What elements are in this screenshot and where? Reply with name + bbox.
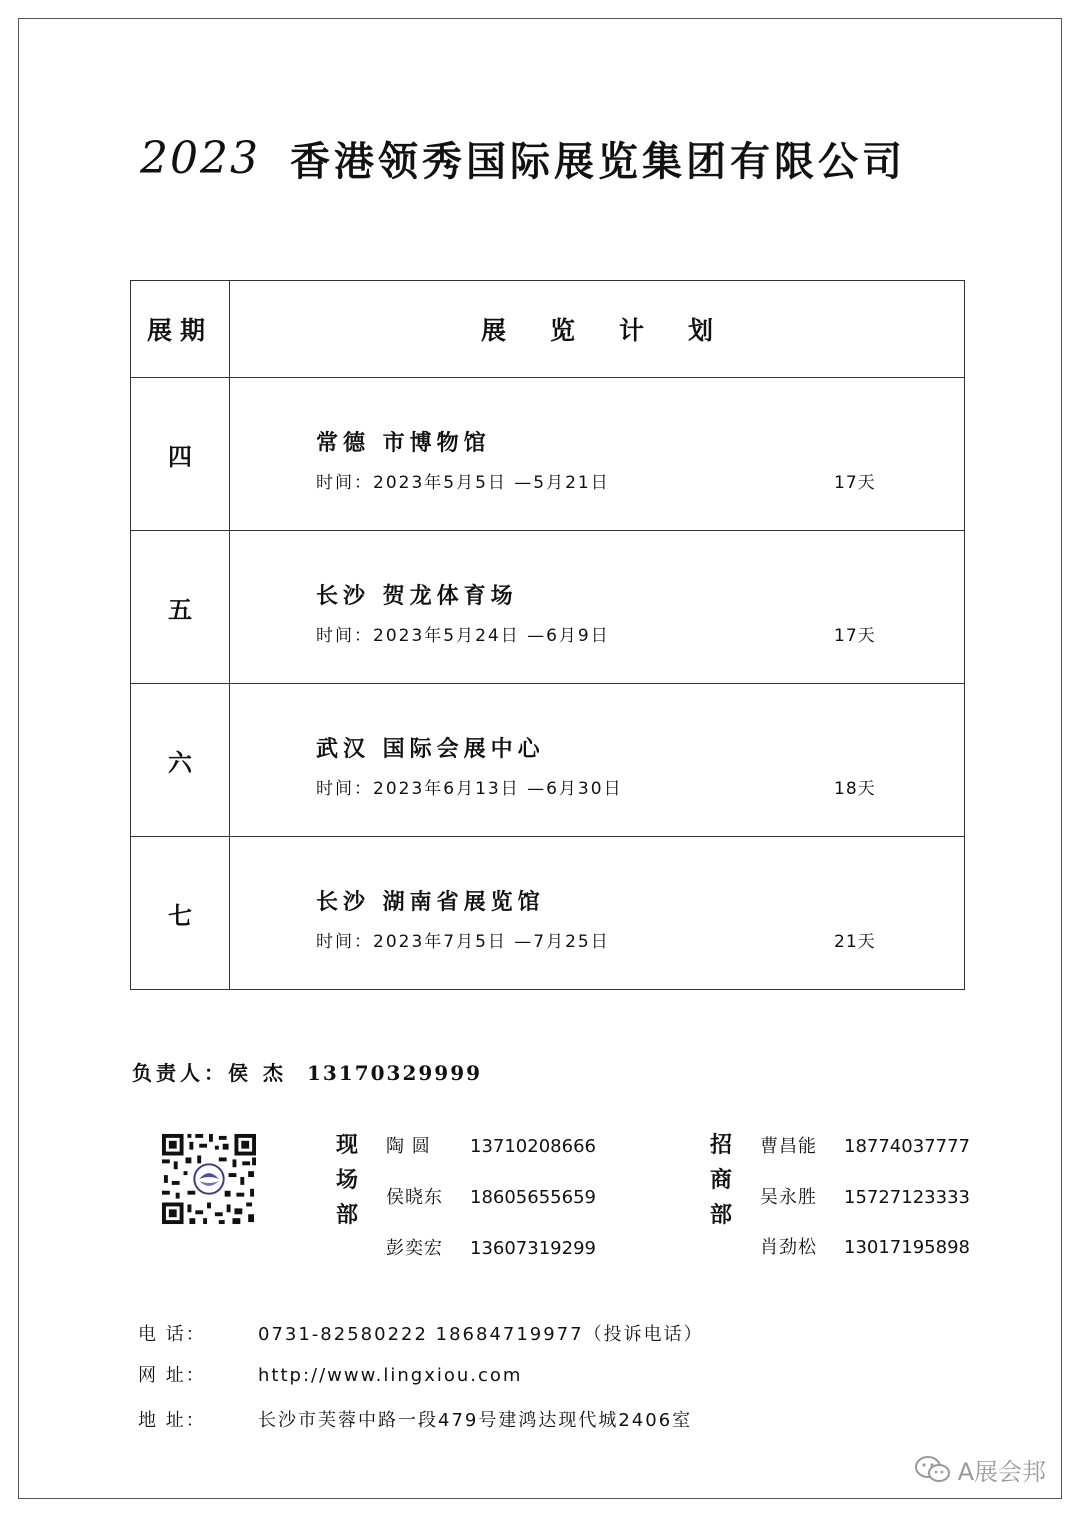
investment-contact bbox=[760, 1233, 970, 1259]
manager-name: 侯 杰 bbox=[228, 1061, 287, 1085]
onsite-label-char: 部 bbox=[335, 1202, 358, 1228]
contact-value: 长沙市芙蓉中路一段479号建鸿达现代城2406室 bbox=[258, 1410, 693, 1431]
onsite-contact bbox=[386, 1132, 596, 1158]
time-range: 时间：2023年5月5日 —5月21日 bbox=[316, 473, 610, 493]
contact-phone: 15727123333 bbox=[844, 1187, 970, 1208]
plan-cell bbox=[230, 531, 965, 684]
duration: 17天 bbox=[834, 473, 876, 493]
title-year: 2023 bbox=[140, 132, 260, 184]
onsite-contact bbox=[386, 1183, 596, 1209]
investment-dept-label bbox=[706, 1128, 736, 1233]
onsite-contact bbox=[386, 1234, 596, 1260]
investment-contact bbox=[760, 1132, 970, 1158]
duration: 18天 bbox=[834, 779, 876, 799]
contact-label: 网 址： bbox=[138, 1365, 206, 1386]
period-cell: 五 bbox=[131, 531, 230, 684]
header-plan: 展览计划 bbox=[230, 281, 965, 378]
table-row bbox=[131, 837, 965, 990]
watermark-text: A展会邦 bbox=[957, 1458, 1046, 1486]
exhibition-plan-table bbox=[130, 280, 965, 990]
manager-line bbox=[132, 1057, 482, 1086]
onsite-label-char: 现 bbox=[335, 1132, 358, 1158]
plan-cell bbox=[230, 837, 965, 990]
plan-cell bbox=[230, 684, 965, 837]
table-row bbox=[131, 378, 965, 531]
venue: 长沙 湖南省展览馆 bbox=[316, 889, 545, 915]
contact-phone: 13607319299 bbox=[470, 1238, 596, 1259]
contact-value: 0731-82580222 18684719977（投诉电话） bbox=[258, 1324, 704, 1345]
investment-label-char: 部 bbox=[709, 1202, 732, 1228]
contact-phone: 13017195898 bbox=[844, 1237, 970, 1258]
contact-phone: 13710208666 bbox=[470, 1136, 596, 1157]
contact-label: 电 话： bbox=[138, 1324, 206, 1345]
table-row bbox=[131, 531, 965, 684]
watermark bbox=[914, 1452, 1046, 1487]
period-cell: 四 bbox=[131, 378, 230, 531]
wechat-icon bbox=[914, 1454, 952, 1486]
title-company: 香港领秀国际展览集团有限公司 bbox=[289, 137, 906, 185]
manager-label: 负责人： bbox=[132, 1061, 228, 1085]
table-header-row bbox=[131, 281, 965, 378]
onsite-label-char: 场 bbox=[335, 1167, 358, 1193]
venue: 常德 市博物馆 bbox=[316, 430, 491, 456]
contact-name: 曹昌能 bbox=[760, 1136, 817, 1157]
investment-label-char: 招 bbox=[709, 1132, 732, 1158]
contact-phone-line bbox=[138, 1320, 704, 1346]
period-cell: 七 bbox=[131, 837, 230, 990]
contact-phone: 18605655659 bbox=[470, 1187, 596, 1208]
contact-phone: 18774037777 bbox=[844, 1136, 970, 1157]
contact-name: 陶 圆 bbox=[386, 1136, 431, 1157]
contact-address-line bbox=[138, 1406, 692, 1432]
period-cell: 六 bbox=[131, 684, 230, 837]
website-link[interactable]: http://www.lingxiou.com bbox=[258, 1365, 523, 1386]
table-row bbox=[131, 684, 965, 837]
investment-contact bbox=[760, 1183, 970, 1209]
contact-name: 肖劲松 bbox=[760, 1237, 817, 1258]
qr-code-icon[interactable] bbox=[160, 1132, 258, 1226]
plan-cell bbox=[230, 378, 965, 531]
time-range: 时间：2023年6月13日 —6月30日 bbox=[316, 779, 623, 799]
page-title bbox=[140, 128, 960, 188]
venue: 武汉 国际会展中心 bbox=[316, 736, 545, 762]
time-range: 时间：2023年5月24日 —6月9日 bbox=[316, 626, 610, 646]
investment-label-char: 商 bbox=[709, 1167, 732, 1193]
time-range: 时间：2023年7月5日 —7月25日 bbox=[316, 932, 610, 952]
contact-name: 侯晓东 bbox=[386, 1187, 443, 1208]
manager-phone: 13170329999 bbox=[306, 1061, 483, 1085]
duration: 17天 bbox=[834, 626, 876, 646]
header-period: 展期 bbox=[131, 281, 230, 378]
contact-name: 吴永胜 bbox=[760, 1187, 817, 1208]
contact-label: 地 址： bbox=[138, 1410, 206, 1431]
contact-website-line bbox=[138, 1361, 522, 1387]
onsite-dept-label bbox=[332, 1128, 362, 1233]
duration: 21天 bbox=[834, 932, 876, 952]
contact-name: 彭奕宏 bbox=[386, 1238, 443, 1259]
venue: 长沙 贺龙体育场 bbox=[316, 583, 518, 609]
